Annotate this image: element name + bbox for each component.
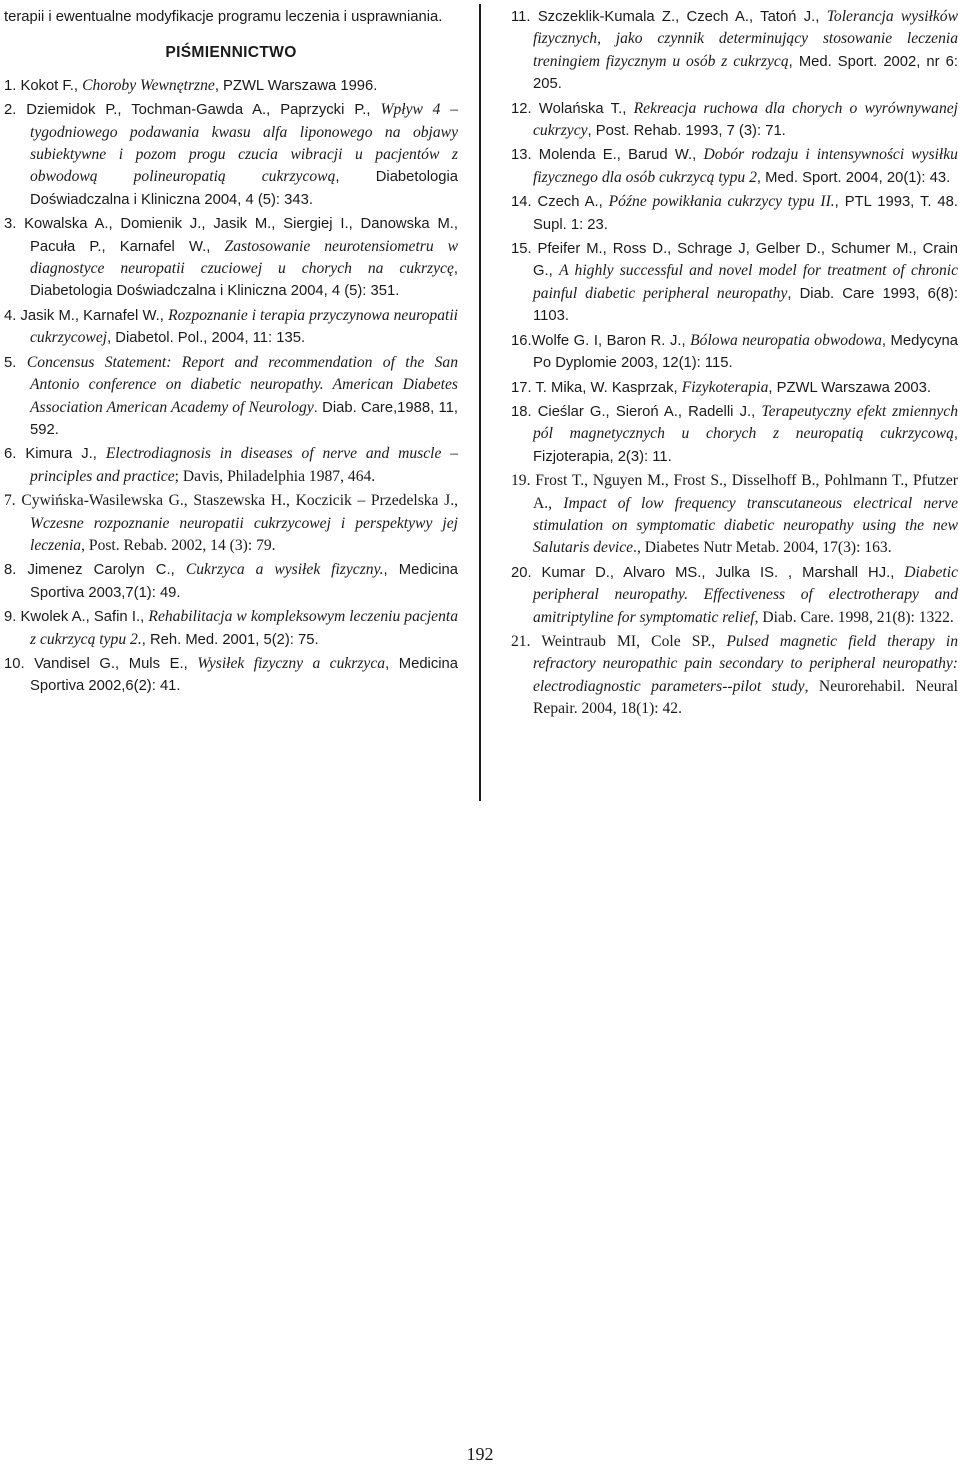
reference-entry: [4, 305, 458, 350]
reference-text: 17. T. Mika, W. Kasprzak,: [511, 379, 682, 396]
right-reference-list: [511, 6, 958, 721]
reference-text: 3. Kowalska A., Domienik J., Jasik M., Siergiej I., Danowska M., Pacuła P., Karnafel W.,: [4, 216, 458, 255]
reference-text: 15. Pfeifer M., Ross D., Schrage J, Gelber D., Schumer M., Crain G.,: [511, 241, 958, 280]
reference-text: 14. Czech A.,: [511, 194, 609, 211]
reference-text: , PZWL Warszawa 2003.: [768, 379, 931, 396]
reference-text: 8. Jimenez Carolyn C.,: [4, 562, 186, 579]
reference-text: , PTL 1993, T. 48. Supl. 1: 23.: [533, 194, 959, 233]
reference-entry: [511, 144, 958, 189]
reference-title: Fizykoterapia: [681, 378, 769, 396]
reference-title: A highly successful and novel model for treatment of chronic painful diabetic peripheral neuropathy: [533, 262, 958, 302]
right-column: [511, 6, 958, 723]
reference-title: Electrodiagnosis in diseases of nerve and muscle – principles and practice: [30, 445, 458, 485]
reference-title: Bólowa neuropatia obwodowa: [690, 331, 882, 349]
reference-entry: [511, 631, 958, 721]
reference-text: 2. Dziemidok P., Tochman-Gawda A., Paprzycki P.,: [4, 102, 381, 119]
reference-text: ; Davis, Philadelphia 1987, 464.: [174, 467, 376, 485]
reference-entry: [4, 352, 458, 442]
left-column: [4, 6, 458, 700]
reference-text: 19. Frost T., Nguyen M., Frost S., Disselhoff B., Pohlmann T., Pfutzer A.,: [511, 472, 958, 512]
reference-title: Choroby Wewnętrzne: [82, 76, 215, 94]
reference-text: 1. Kokot F.,: [4, 77, 83, 94]
reference-title: Concensus Statement: Report and recommendation of the San Antonio conference on diabetic neuropathy. American Diabetes Association American Academy of Neurology: [26, 353, 458, 416]
reference-text: 20. Kumar D., Alvaro MS., Julka IS. , Marshall HJ.,: [511, 564, 905, 581]
reference-entry: [511, 6, 958, 96]
reference-title: Wpływ 4 – tygodniowego podawania kwasu alfa liponowego na objawy subiektywne i pozom progu czucia wibracji u pacjentów z obwodową polineuropatią cukrzycową: [30, 101, 458, 186]
reference-entry: [4, 490, 458, 557]
reference-text: , Diabetologia Doświadczalna i Kliniczna 2004, 4 (5): 351.: [30, 261, 458, 300]
reference-entry: [4, 653, 458, 698]
reference-text: , Diabetol. Pol., 2004, 11: 135.: [107, 330, 306, 347]
reference-text: 18. Cieślar G., Sieroń A., Radelli J.,: [511, 403, 762, 420]
reference-text: , Medycyna Po Dyplomie 2003, 12(1): 115.: [533, 332, 958, 372]
reference-title: Tolerancja wysiłków fizycznych, jako czynnik determinujący stosowanie leczenia treningiem fizycznym u osób z cukrzycą: [533, 8, 958, 70]
reference-text: , Medicina Sportiva 2003,7(1): 49.: [30, 562, 458, 601]
reference-title: Rozpoznanie i terapia przyczynowa neuropatii cukrzycowej: [30, 306, 459, 347]
reference-text: , Reh. Med. 2001, 5(2): 75.: [141, 631, 319, 648]
reference-text: 11. Szczeklik-Kumala Z., Czech A., Tatoń J.,: [511, 9, 827, 25]
reference-title: Terapeutyczny efekt zmiennych pól magnetycznych u chorych z neuropatią cukrzycową: [533, 402, 958, 443]
reference-title: Impact of low frequency transcutaneous electrical nerve stimulation on symptomatic diabetic neuropathy using the new Salutaris device: [533, 494, 958, 557]
reference-entry: [511, 330, 958, 375]
reference-entry: [511, 562, 958, 629]
reference-title: Diabetic peripheral neuropathy. Effectiveness of electrotherapy and amitriptyline for symptomatic relief,: [533, 563, 958, 626]
reference-text: , Med. Sport. 2002, nr 6: 205.: [533, 53, 958, 93]
reference-entry: [511, 377, 958, 399]
reference-text: 5.: [4, 354, 27, 371]
reference-text: 13. Molenda E., Barud W.,: [511, 147, 704, 164]
reference-entry: [4, 213, 458, 303]
reference-text: , Neurorehabil. Neural Repair. 2004, 18(1): 42.: [533, 677, 958, 718]
reference-text: ., Diabetes Nutr Metab. 2004, 17(3): 163.: [633, 539, 892, 557]
references-heading: PIŚMIENNICTWO: [165, 44, 297, 62]
reference-text: 6. Kimura J.,: [4, 446, 106, 463]
reference-entry: [511, 238, 958, 328]
reference-entry: [4, 99, 458, 211]
reference-text: , Post. Rebab. 2002, 14 (3): 79.: [81, 536, 276, 554]
reference-text: 16.Wolfe G. I, Baron R. J.,: [511, 332, 691, 349]
reference-text: , Medicina Sportiva 2002,6(2): 41.: [30, 655, 458, 695]
reference-text: Diab. Care. 1998, 21(8): 1322.: [758, 608, 954, 626]
reference-entry: [511, 401, 958, 468]
reference-entry: [4, 559, 458, 604]
reference-text: 12. Wolańska T.,: [511, 100, 634, 117]
page-number: 192: [466, 1444, 494, 1464]
reference-text: , Diab. Care 1993, 6(8): 1103.: [533, 285, 959, 325]
reference-text: , PZWL Warszawa 1996.: [214, 77, 378, 94]
reference-title: Pulsed magnetic field therapy in refractory neuropathic pain secondary to peripheral neuropathy: electrodiagnostic parameters--pilot study: [533, 632, 958, 695]
reference-entry: [4, 443, 458, 488]
reference-text: , Diabetologia Doświadczalna i Kliniczna 2004, 4 (5): 343.: [30, 169, 458, 208]
reference-title: Późne powikłania cukrzycy typu II.: [608, 193, 835, 211]
reference-title: Rekreacja ruchowa dla chorych o wyrównywanej cukrzycy: [533, 99, 958, 140]
reference-text: 7. Cywińska-Wasilewska G., Staszewska H., Koczicik – Przedelska J.,: [4, 492, 458, 510]
reference-text: 21. Weintraub MI, Cole SP.,: [511, 632, 727, 650]
reference-text: 4. Jasik M., Karnafel W.,: [4, 307, 169, 324]
reference-text: 10. Vandisel G., Muls E.,: [4, 655, 198, 672]
intro-paragraph: terapii i ewentualne modyfikacje programu leczenia i usprawniania.: [4, 9, 443, 25]
reference-entry: [4, 606, 458, 651]
column-divider: [479, 4, 481, 801]
reference-entry: [511, 191, 958, 236]
reference-title: Dobór rodzaju i intensywności wysiłku fizycznego dla osób cukrzycą typu 2: [533, 146, 958, 186]
reference-title: Rehabilitacja w kompleksowym leczeniu pacjenta z cukrzycą typu 2.: [30, 608, 458, 648]
reference-text: , Post. Rehab. 1993, 7 (3): 71.: [587, 123, 786, 140]
reference-text: , Med. Sport. 2004, 20(1): 43.: [756, 169, 951, 186]
reference-text: , Fizjoterapia, 2(3): 11.: [533, 426, 958, 465]
reference-text: 9. Kwolek A., Safin I.,: [4, 609, 149, 626]
reference-entry: [511, 470, 958, 560]
reference-entry: [511, 98, 958, 143]
reference-title: Cukrzyca a wysiłek fizyczny.: [185, 561, 384, 579]
left-reference-list: [4, 75, 458, 698]
reference-title: Wczesne rozpoznanie neuropatii cukrzycowej i perspektywy jej leczenia: [30, 514, 458, 554]
reference-title: Zastosowanie neurotensiometru w diagnostyce neuropatii czuciowej u chorych na cukrzycę: [30, 237, 458, 278]
reference-entry: [4, 75, 458, 97]
reference-title: Wysiłek fizyczny a cukrzyca: [197, 654, 386, 672]
reference-text: . Diab. Care,1988, 11, 592.: [30, 399, 458, 438]
